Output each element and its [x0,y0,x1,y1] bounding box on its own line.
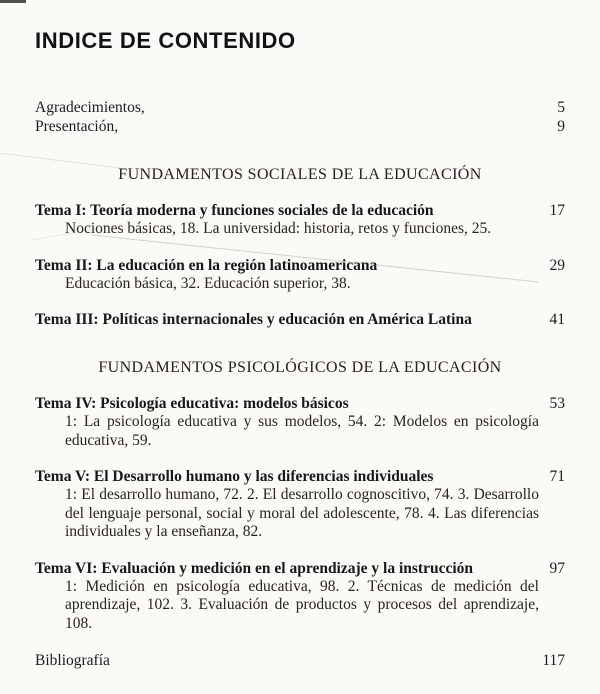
toc-row-presentacion [35,117,565,136]
toc-page-number: 29 [549,256,565,274]
toc-page-number: 53 [549,395,565,412]
toc-entry-row [35,559,565,578]
toc-row-agradecimientos [35,98,565,117]
toc-entry-row [35,256,565,275]
toc-entry-tema-1 [35,201,565,239]
toc-entry-detail: Educación básica, 32. Educación superior, 38. [65,274,351,292]
toc-label: Presentación, [35,118,119,135]
toc-entry-tema-5 [35,467,565,542]
toc-entry-title: Tema VI: Evaluación y medición en el aprendizaje y la instrucción [35,559,474,577]
toc-entry-tema-2 [35,256,565,294]
page-title: INDICE DE CONTENIDO [35,28,296,53]
toc-label: Agradecimientos, [35,99,145,116]
toc-page-number: 117 [542,652,565,669]
back-matter-list [35,651,565,670]
toc-entry-title: Tema V: El Desarrollo humano y las diferencias individuales [35,468,434,485]
toc-entry-row [35,310,565,329]
toc-entry-title: Tema I: Teoría moderna y funciones sociales de la educación [35,202,434,219]
toc-entry-title: Tema II: La educación en la región latinoamericana [35,256,378,274]
section-fundamentos-sociales [35,166,565,329]
toc-entry-tema-4 [35,394,565,450]
toc-entry-row [35,467,565,486]
toc-entry-detail: 1: El desarrollo humano, 72. 2. El desarrollo cognoscitivo, 74. 3. Desarrollo del lenguaje personal, social y moral del adolescente, 78. 4. Las diferencias individuales y la enseñanza, 82. [65,486,539,540]
toc-row-bibliografia [35,651,565,670]
section-heading: FUNDAMENTOS SOCIALES DE LA EDUCACIÓN [118,166,482,183]
toc-page-number: 41 [549,311,565,328]
toc-entry-row [35,394,565,413]
toc-page-number: 9 [557,118,565,135]
toc-page-number: 17 [549,202,565,219]
section-fundamentos-psicologicos [35,359,565,633]
toc-entry-detail: Nociones básicas, 18. La universidad: historia, retos y funciones, 25. [65,220,492,237]
section-heading: FUNDAMENTOS PSICOLÓGICOS DE LA EDUCACIÓN [98,359,502,376]
toc-entry-row [35,201,565,220]
toc-page-number: 97 [549,559,565,577]
toc-entry-tema-3 [35,310,565,329]
toc-entry-detail: 1: Medición en psicología educativa, 98. 2. Técnicas de medición del aprendizaje, 102. 3. Evaluación de productos y procesos del aprendizaje, 108. [65,577,539,632]
toc-label: Bibliografía [35,652,110,669]
toc-entry-tema-6 [35,559,565,634]
toc-entry-title: Tema IV: Psicología educativa: modelos básicos [35,395,349,412]
toc-entry-title: Tema III: Políticas internacionales y educación en América Latina [35,311,472,328]
toc-entry-detail: 1: La psicología educativa y sus modelos, 54. 2: Modelos en psicología educativa, 59. [65,413,539,449]
toc-page-number: 5 [557,99,565,116]
toc-page-number: 71 [549,468,565,485]
scan-corner-mark [0,0,26,3]
front-matter-list [35,98,565,136]
